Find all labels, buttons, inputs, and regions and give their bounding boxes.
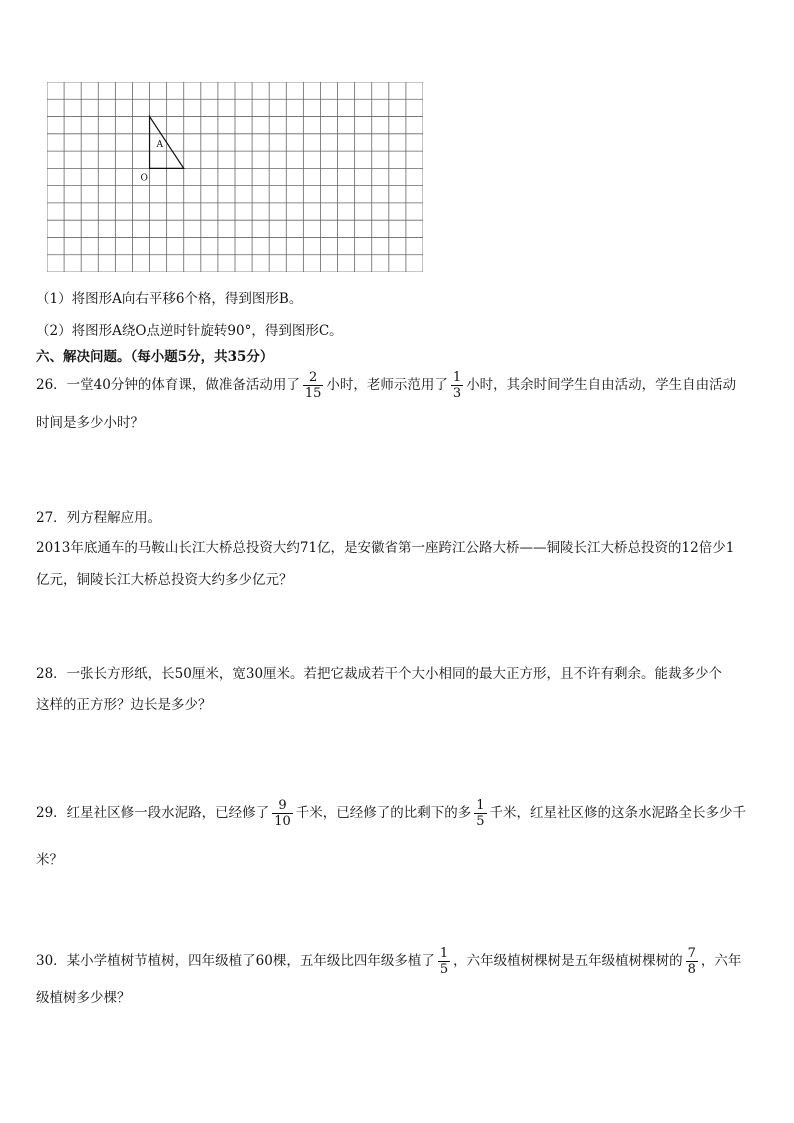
q26-fraction-1-den: 15	[304, 386, 322, 401]
question-28-line-1: 28．一张长方形纸，长50厘米，宽30厘米。若把它裁成若干个大小相同的最大正方形，且不许有剩余。能裁多少个	[36, 666, 723, 682]
question-27-line-3: 亿元，铜陵长江大桥总投资大约多少亿元？	[36, 572, 293, 588]
question-29-line-2: 米？	[36, 852, 63, 868]
question-30-line-1	[36, 944, 741, 978]
q26-fraction-2	[451, 370, 463, 401]
q26-text-2: 小时，老师示范用了	[326, 377, 448, 393]
question-27-line-1: 27．列方程解应用。	[36, 510, 162, 526]
q29-fraction-1-num: 9	[272, 798, 293, 814]
q29-text-2: 千米，已经修了的比剩下的多	[295, 805, 472, 821]
question-26-line-1	[36, 368, 736, 402]
question-29-line-1	[36, 796, 746, 830]
q29-text-1: 29．红星社区修一段水泥路，已经修了	[36, 805, 270, 821]
grid-figure	[47, 82, 423, 272]
q30-fraction-2-num: 7	[687, 946, 696, 961]
q30-text-2: ，六年级植树棵树是五年级植树棵树的	[453, 953, 683, 969]
question-27-line-2: 2013年底通车的马鞍山长江大桥总投资大约71亿，是安徽省第一座跨江公路大桥——铜陵长江大桥总投资的12倍少1	[36, 540, 735, 556]
q29-fraction-1-den: 10	[274, 814, 291, 829]
q29-fraction-1	[272, 798, 293, 829]
q26-fraction-2-den: 3	[452, 386, 462, 401]
q29-fraction-2-den: 5	[476, 814, 485, 829]
question-30-line-2: 级植树多少棵？	[36, 990, 131, 1006]
q30-fraction-1-num: 1	[439, 946, 449, 961]
q26-fraction-2-num: 1	[452, 370, 462, 385]
question-28-line-2: 这样的正方形？边长是多少？	[36, 697, 212, 713]
q26-text-3: 小时，其余时间学生自由活动，学生自由活动	[466, 377, 737, 393]
label-o: O	[140, 173, 148, 184]
grid-svg	[47, 82, 423, 272]
q29-fraction-2-num: 1	[476, 798, 485, 813]
q30-text-3: ，六年	[700, 953, 742, 969]
q26-text-1: 26．一堂40分钟的体育课，做准备活动用了	[36, 377, 300, 393]
q29-text-3: 千米，红星社区修的这条水泥路全长多少千	[489, 805, 747, 821]
task-1: （1）将图形A向右平移6个格，得到图形B。	[36, 291, 303, 307]
label-a: A	[156, 140, 164, 151]
q30-fraction-1-den: 5	[439, 962, 449, 977]
q30-fraction-2	[686, 946, 698, 977]
q30-fraction-1	[438, 946, 450, 977]
question-26-line-2: 时间是多少小时？	[36, 415, 144, 431]
q30-fraction-2-den: 8	[687, 962, 696, 977]
section-heading: 六、解决问题。（每小题5分，共35分）	[36, 349, 274, 365]
q29-fraction-2	[474, 798, 486, 829]
task-2: （2）将图形A绕O点逆时针旋转90°，得到图形C。	[36, 323, 343, 339]
q26-fraction-1-num: 2	[303, 370, 324, 386]
q26-fraction-1	[303, 370, 324, 401]
q30-text-1: 30．某小学植树节植树，四年级植了60棵，五年级比四年级多植了	[36, 953, 435, 969]
